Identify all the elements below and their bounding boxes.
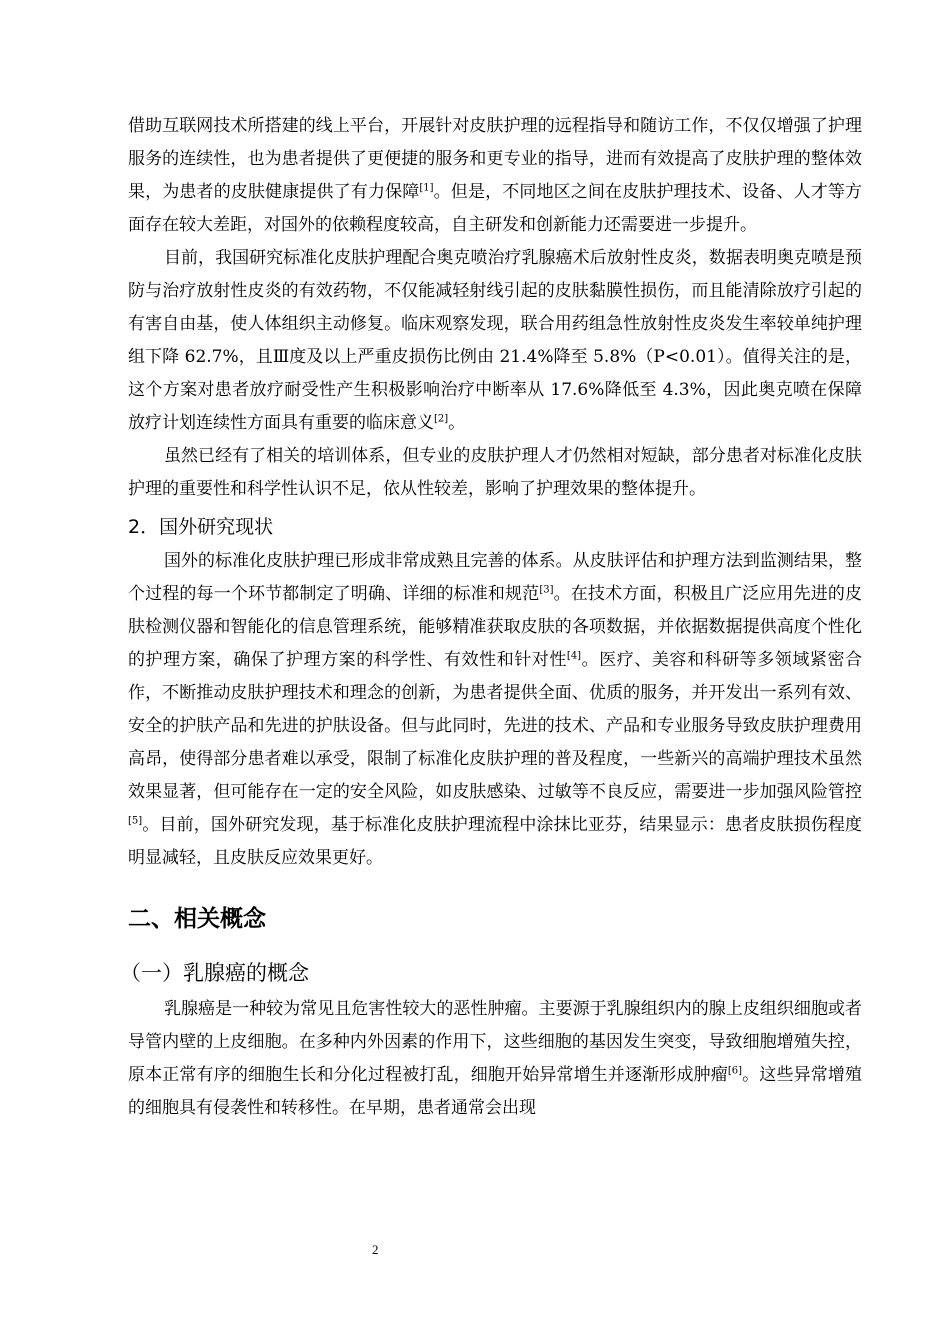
citation-ref: [3] xyxy=(539,584,554,596)
citation-ref: [6] xyxy=(727,1065,743,1077)
heading-chapter-concepts: 二、相关概念 xyxy=(128,906,266,932)
paragraph-text: 。这些异常增殖的细胞具有侵袭性和转移性。在早期，患者通常会出现 xyxy=(128,1065,863,1118)
paragraph-training-shortage: 虽然已经有了相关的培训体系，但专业的皮肤护理人才仍然相对短缺，部分患者对标准化皮肤护理的重要性和科学性认识不足，依从性较差，影响了护理效果的整体提升。 xyxy=(128,446,862,499)
citation-ref: [1] xyxy=(419,182,434,194)
paragraph-text: 。在技术方面，积极且广泛应用先进的皮肤检测仪器和智能化的信息管理系统，能够精准获取皮肤的各项数据，并依据数据提供高度个性化的护理方案，确保了护理方案的科学性、有效性和针对性 xyxy=(128,584,863,670)
heading-breast-cancer-concept: （一）乳腺癌的概念 xyxy=(120,961,309,985)
heading-foreign-research: 2．国外研究现状 xyxy=(128,516,274,538)
page-content xyxy=(120,110,863,1125)
page-number: 2 xyxy=(372,1242,379,1257)
citation-ref: [2] xyxy=(434,413,449,425)
paragraph-online-platform xyxy=(128,110,862,242)
paragraph-text: 国外的标准化皮肤护理已形成非常成熟且完善的体系。从皮肤评估和护理方法到监测结果，整个过程的每一个环节都制定了明确、详细的标准和规范 xyxy=(128,551,862,604)
citation-ref: [5] xyxy=(128,815,143,827)
paragraph-text: 借助互联网技术所搭建的线上平台，开展针对皮肤护理的远程指导和随访工作，不仅仅增强了护理服务的连续性，也为患者提供了更便捷的服务和更专业的指导，进而有效提高了皮肤护理的整体效果，为患者的皮肤健康提供了有力保障 xyxy=(128,116,862,202)
paragraph-foreign-research xyxy=(128,545,862,875)
paragraph-domestic-research xyxy=(128,242,862,440)
paragraph-text: 。医疗、美容和科研等多领域紧密合作，不断推动皮肤护理技术和理念的创新，为患者提供全面、优质的服务，并开发出一系列有效、安全的护肤产品和先进的护肤设备。但与此同时，先进的技术、产品和专业服务导致皮肤护理费用高昂，使得部分患者难以承受，限制了标准化皮肤护理的普及程度，一些新兴的高端护理技术虽然效果显著，但可能存在一定的安全风险，如皮肤感染、过敏等不良反应，需要进一步加强风险管控 xyxy=(128,650,863,802)
paragraph-text: 目前，我国研究标准化皮肤护理配合奥克喷治疗乳腺癌术后放射性皮炎，数据表明奥克喷是预防与治疗放射性皮炎的有效药物，不仅能减轻射线引起的皮肤黏膜性损伤，而且能清除放疗引起的有害自由基，使人体组织主动修复。临床观察发现，联合用药组急性放射性皮炎发生率较单纯护理组下降 62.7%，且Ⅲ度及以上严重皮损伤比例由 21.4%降至 5.8%（P<0.01）。值得关注的是，这个方案对患者放疗耐受性产生积极影响治疗中断率从 17.6%降低至 4.3%，因此奥克喷在保障放疗计划连续性方面具有重要的临床意义 xyxy=(128,248,862,433)
paragraph-text: 。目前，国外研究发现，基于标准化皮肤护理流程中涂抹比亚芬，结果显示：患者皮肤损伤程度明显减轻，且皮肤反应效果更好。 xyxy=(128,815,862,868)
citation-ref: [4] xyxy=(566,650,582,662)
paragraph-text: 乳腺癌是一种较为常见且危害性较大的恶性肿瘤。主要源于乳腺组织内的腺上皮组织细胞或者导管内壁的上皮细胞。在多种内外因素的作用下，这些细胞的基因发生突变，导致细胞增殖失控，原本正常有序的细胞生长和分化过程被打乱，细胞开始异常增生并逐渐形成肿瘤 xyxy=(128,999,862,1085)
paragraph-text: 。但是，不同地区之间在皮肤护理技术、设备、人才等方面存在较大差距，对国外的依赖程度较高，自主研发和创新能力还需要进一步提升。 xyxy=(128,182,862,235)
paragraph-text: 。 xyxy=(448,413,466,433)
paragraph-breast-cancer xyxy=(128,993,862,1125)
